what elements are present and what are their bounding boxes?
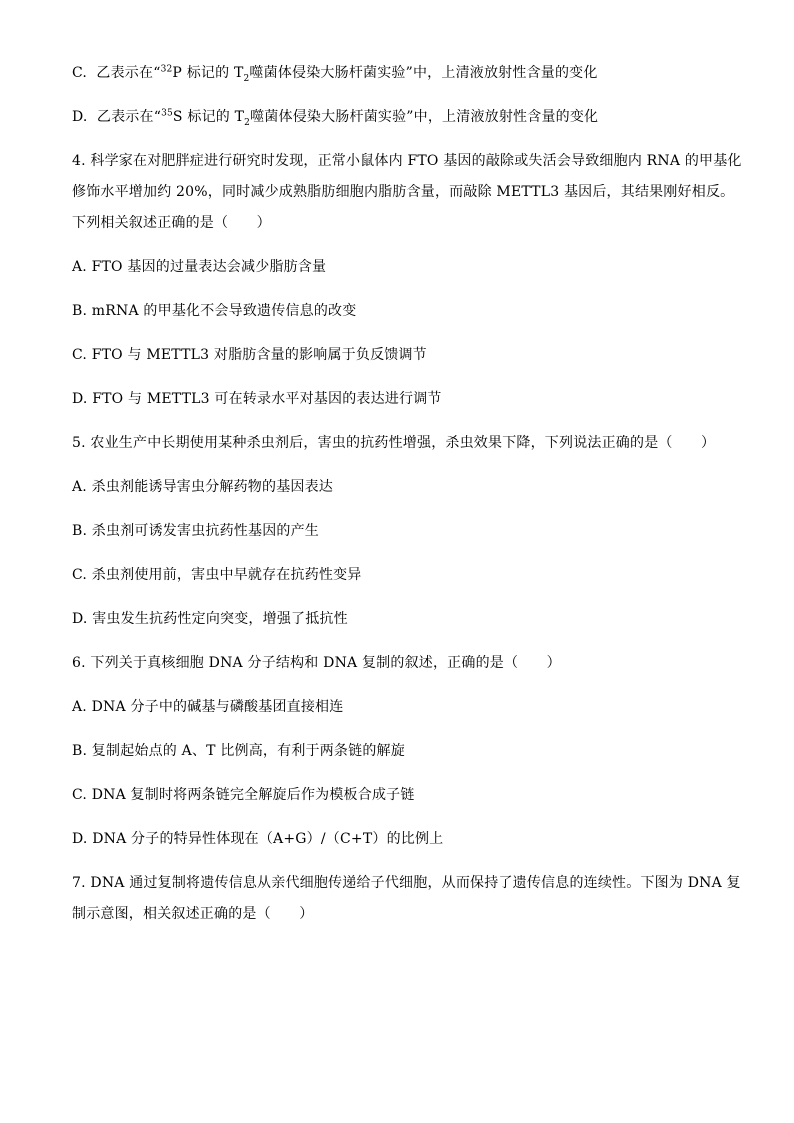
- q3-option-c: [72, 62, 722, 84]
- q3-option-d-isotope-mass: 35: [161, 108, 173, 119]
- q3-option-c-label: C.: [72, 65, 88, 81]
- q7-stem-line-1: 7. DNA 通过复制将遗传信息从亲代细胞传递给子代细胞，从而保持了遗传信息的连续性。下图为 DNA 复: [72, 875, 741, 891]
- q3-option-c-pre: 乙表示在“: [96, 65, 161, 81]
- q4-stem-line-1: 4. 科学家在对肥胖症进行研究时发现，正常小鼠体内 FTO 基因的敲除或失活会导致细胞内 RNA 的甲基化: [72, 153, 742, 169]
- q4-stem-line-3: 下列相关叙述正确的是（ ）: [72, 215, 271, 231]
- q3-option-d-phage-subscript: 2: [244, 117, 251, 128]
- q3-option-c-post: 噬菌体侵染大肠杆菌实验”中，上清液放射性含量的变化: [249, 65, 598, 81]
- q6-option-d: D. DNA 分子的特异性体现在（A+G）/（C+T）的比例上: [72, 831, 444, 847]
- q5-option-b: B. 杀虫剂可诱发害虫抗药性基因的产生: [72, 523, 319, 539]
- q6-option-a: A. DNA 分子中的碱基与磷酸基团直接相连: [72, 699, 344, 715]
- q4-option-d: D. FTO 与 METTL3 可在转录水平对基因的表达进行调节: [72, 391, 442, 407]
- q5-option-c: C. 杀虫剂使用前，害虫中早就存在抗药性变异: [72, 567, 362, 583]
- q6-option-b: B. 复制起始点的 A、T 比例高，有利于两条链的解旋: [72, 743, 405, 759]
- q3-option-d-mid: S 标记的 T: [172, 109, 245, 125]
- q6-stem: 6. 下列关于真核细胞 DNA 分子结构和 DNA 复制的叙述，正确的是（ ）: [72, 655, 561, 671]
- q3-option-c-phage-subscript: 2: [243, 73, 250, 84]
- q5-option-a: A. 杀虫剂能诱导害虫分解药物的基因表达: [72, 479, 334, 495]
- q5-option-d: D. 害虫发生抗药性定向突变，增强了抵抗性: [72, 611, 348, 627]
- q4-option-a: A. FTO 基因的过量表达会减少脂肪含量: [72, 259, 327, 275]
- q3-option-d-post: 噬菌体侵染大肠杆菌实验”中，上清液放射性含量的变化: [250, 109, 599, 125]
- q3-option-d-pre: 乙表示在“: [96, 109, 162, 125]
- q3-option-d-label: D.: [72, 109, 88, 125]
- q5-stem: 5. 农业生产中长期使用某种杀虫剂后，害虫的抗药性增强，杀虫效果下降，下列说法正确的是（ ）: [72, 435, 716, 451]
- q6-option-c: C. DNA 复制时将两条链完全解旋后作为模板合成子链: [72, 787, 415, 803]
- q7-stem-line-2: 制示意图，相关叙述正确的是（ ）: [72, 906, 314, 922]
- q3-option-c-mid: P 标记的 T: [172, 65, 244, 81]
- q3-option-c-isotope-mass: 32: [160, 64, 173, 75]
- q4-option-c: C. FTO 与 METTL3 对脂肪含量的影响属于负反馈调节: [72, 347, 427, 363]
- q4-option-b: B. mRNA 的甲基化不会导致遗传信息的改变: [72, 303, 357, 319]
- q3-option-d: [72, 106, 722, 128]
- q4-stem-line-2: 修饰水平增加约 20%，同时减少成熟脂肪细胞内脂肪含量，而敲除 METTL3 基因后，其结果刚好相反。: [72, 184, 735, 200]
